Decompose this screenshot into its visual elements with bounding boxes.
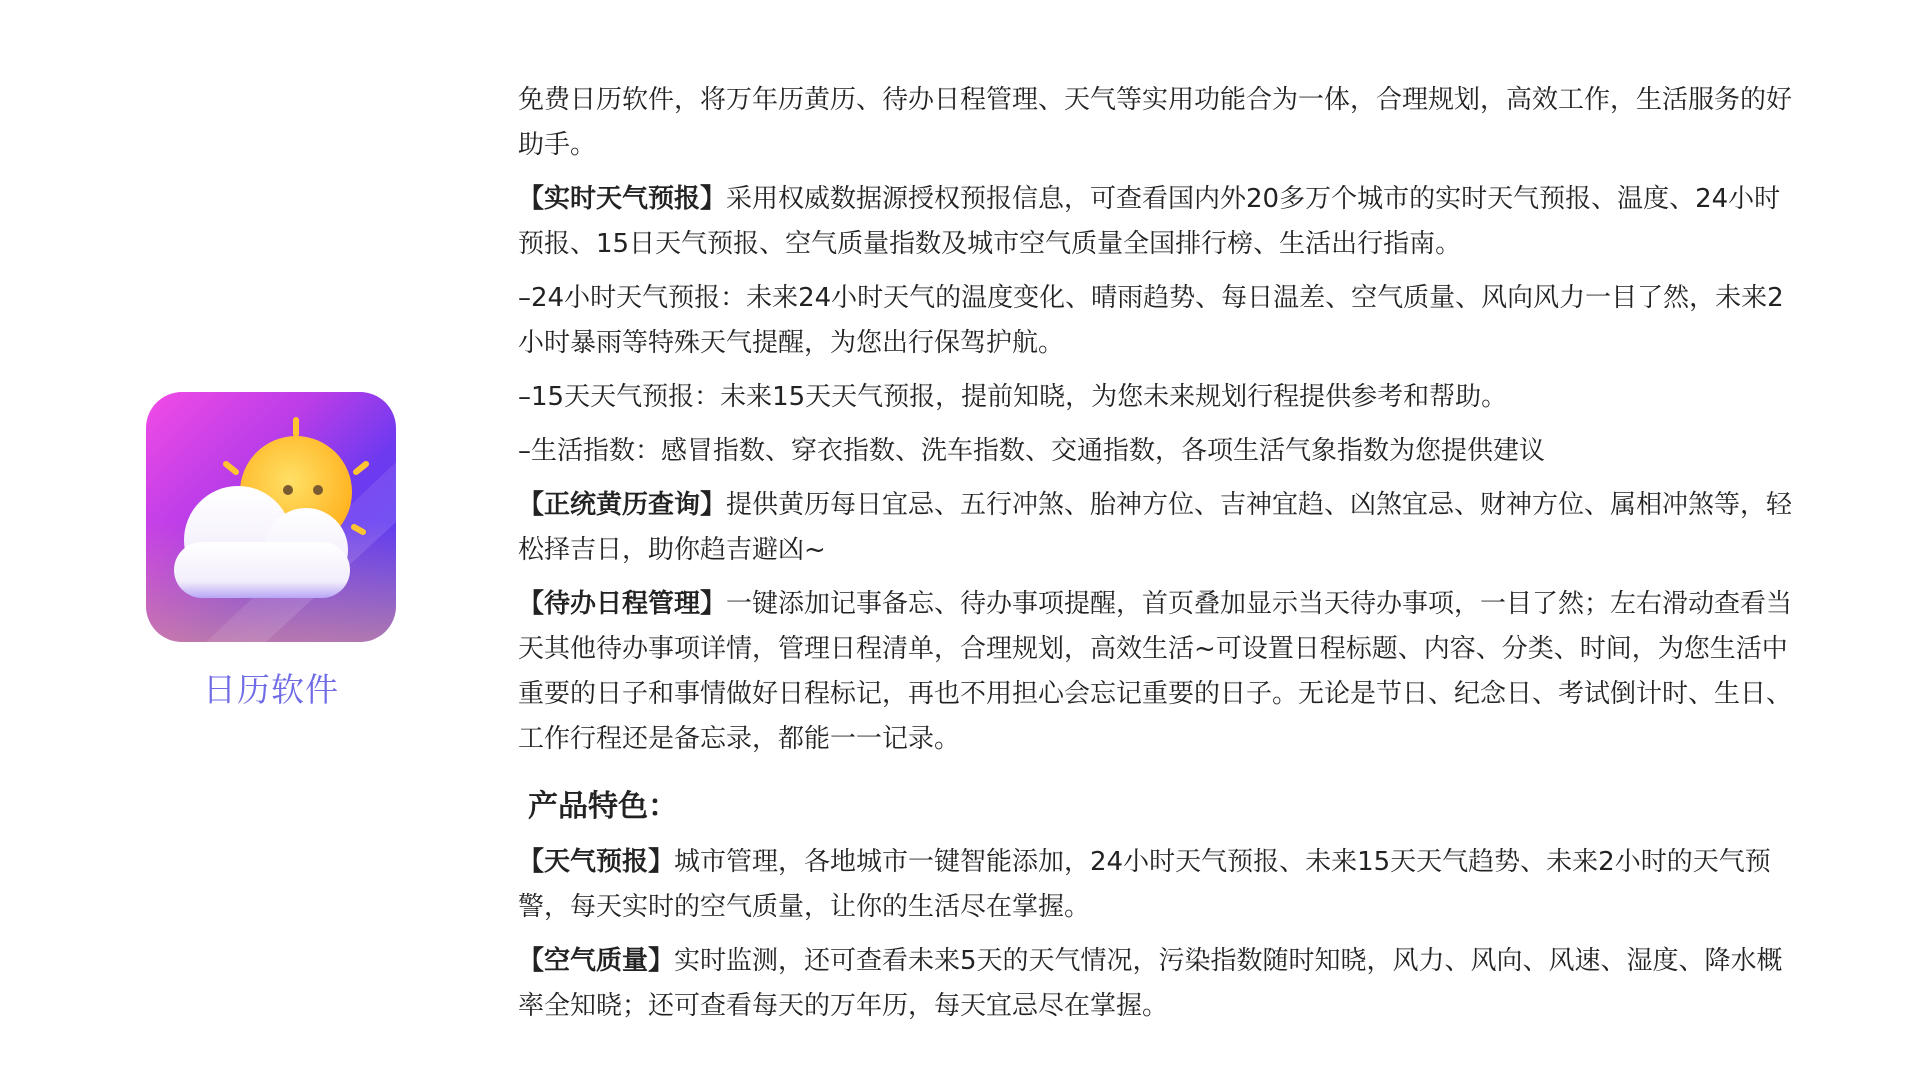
air-quality-paragraph xyxy=(518,939,1800,1029)
app-description xyxy=(518,78,1800,1038)
todo-paragraph xyxy=(518,582,1800,762)
weather-forecast-paragraph xyxy=(518,840,1800,930)
features-title: 产品特色： xyxy=(528,789,678,824)
intro-paragraph: 免费日历软件，将万年历黄历、待办日程管理、天气等实用功能合为一体，合理规划，高效工作，生活服务的好助手。 xyxy=(518,85,1793,160)
todo-text: 一键添加记事备忘、待办事项提醒，首页叠加显示当天待办事项，一目了然；左右滑动查看当天其他待办事项详情，管理日程清单，合理规划，高效生活~可设置日程标题、内容、分类、时间，为您生活中重要的日子和事情做好日程标记，再也不用担心会忘记重要的日子。无论是节日、纪念日、考试倒计时、生日、工作行程还是备忘录，都能一一记录。 xyxy=(518,589,1793,754)
weather-forecast-text: 城市管理，各地城市一键智能添加，24小时天气预报、未来15天天气趋势、未来2小时的天气预警，每天实时的空气质量，让你的生活尽在掌握。 xyxy=(518,847,1771,922)
weather-forecast-tag: 【天气预报】 xyxy=(518,847,675,877)
almanac-text: 提供黄历每日宜忌、五行冲煞、胎神方位、吉神宜趋、凶煞宜忌、财神方位、属相冲煞等，轻松择吉日，助你趋吉避凶~ xyxy=(518,490,1793,565)
almanac-tag: 【正统黄历查询】 xyxy=(518,490,727,520)
bullet-15d: –15天天气预报：未来15天天气预报，提前知晓，为您未来规划行程提供参考和帮助。 xyxy=(518,382,1508,412)
app-panel xyxy=(146,392,396,711)
sun-eye-left xyxy=(283,485,293,495)
realtime-weather-paragraph xyxy=(518,177,1800,267)
air-quality-tag: 【空气质量】 xyxy=(518,946,675,976)
weather-icon-graphic xyxy=(146,392,396,642)
bullet-24h: –24小时天气预报：未来24小时天气的温度变化、晴雨趋势、每日温差、空气质量、风向风力一目了然，未来2小时暴雨等特殊天气提醒，为您出行保驾护航。 xyxy=(518,283,1784,358)
realtime-weather-tag: 【实时天气预报】 xyxy=(518,184,727,214)
weather-sun-cloud-icon[interactable] xyxy=(146,392,396,642)
app-name: 日历软件 xyxy=(203,670,339,709)
almanac-paragraph xyxy=(518,483,1800,573)
air-quality-text: 实时监测，还可查看未来5天的天气情况，污染指数随时知晓，风力、风向、风速、湿度、降水概率全知晓；还可查看每天的万年历，每天宜忌尽在掌握。 xyxy=(518,946,1783,1021)
bullet-life-index: –生活指数：感冒指数、穿衣指数、洗车指数、交通指数，各项生活气象指数为您提供建议 xyxy=(518,436,1546,466)
todo-tag: 【待办日程管理】 xyxy=(518,589,727,619)
sun-eye-right xyxy=(313,485,323,495)
realtime-weather-text: 采用权威数据源授权预报信息，可查看国内外20多万个城市的实时天气预报、温度、24小时预报、15日天气预报、空气质量指数及城市空气质量全国排行榜、生活出行指南。 xyxy=(518,184,1781,259)
